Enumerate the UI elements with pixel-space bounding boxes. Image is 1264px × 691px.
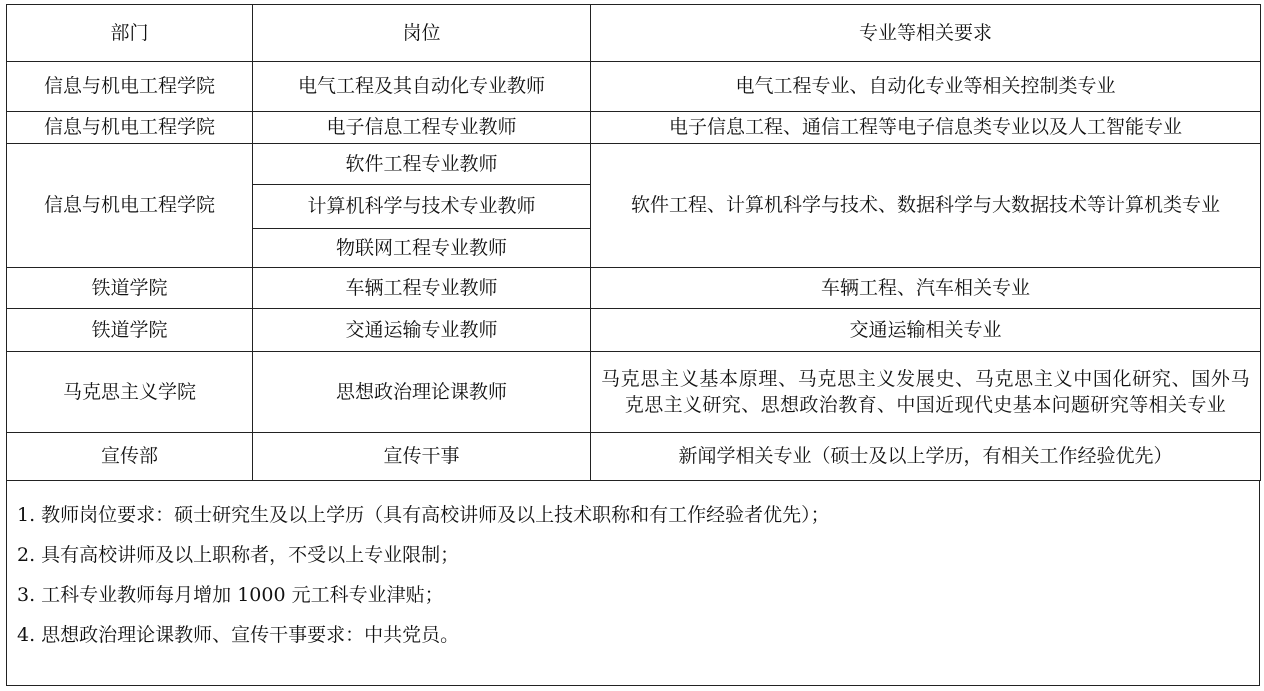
dept-cell: 信息与机电工程学院 bbox=[7, 112, 253, 144]
requirement-cell: 软件工程、计算机科学与技术、数据科学与大数据技术等计算机类专业 bbox=[591, 144, 1261, 268]
table-row bbox=[7, 309, 1261, 352]
dept-cell: 铁道学院 bbox=[7, 309, 253, 352]
note-item: 3. 工科专业教师每月增加 1000 元工科专业津贴； bbox=[17, 584, 444, 606]
post-cell: 物联网工程专业教师 bbox=[253, 229, 591, 268]
header-requirement: 专业等相关要求 bbox=[591, 5, 1261, 62]
post-cell: 宣传干事 bbox=[253, 433, 591, 481]
table-row bbox=[7, 62, 1261, 112]
dept-cell: 铁道学院 bbox=[7, 268, 253, 309]
header-row bbox=[7, 5, 1261, 62]
requirement-cell: 电气工程专业、自动化专业等相关控制类专业 bbox=[591, 62, 1261, 112]
dept-cell: 信息与机电工程学院 bbox=[7, 62, 253, 112]
post-cell: 计算机科学与技术专业教师 bbox=[253, 185, 591, 229]
dept-cell: 宣传部 bbox=[7, 433, 253, 481]
table-row bbox=[7, 144, 1261, 185]
note-item: 1. 教师岗位要求：硕士研究生及以上学历（具有高校讲师及以上技术职称和有工作经验者优先）； bbox=[17, 504, 830, 526]
post-cell: 电气工程及其自动化专业教师 bbox=[253, 62, 591, 112]
notes-box bbox=[6, 481, 1260, 686]
recruitment-sheet bbox=[6, 4, 1260, 686]
header-dept: 部门 bbox=[7, 5, 253, 62]
post-cell: 软件工程专业教师 bbox=[253, 144, 591, 185]
recruitment-table bbox=[6, 4, 1261, 481]
table-row bbox=[7, 268, 1261, 309]
post-cell: 电子信息工程专业教师 bbox=[253, 112, 591, 144]
requirement-cell: 马克思主义基本原理、马克思主义发展史、马克思主义中国化研究、国外马克思主义研究、思想政治教育、中国近现代史基本问题研究等相关专业 bbox=[591, 352, 1261, 433]
requirement-cell: 交通运输相关专业 bbox=[591, 309, 1261, 352]
note-item: 4. 思想政治理论课教师、宣传干事要求：中共党员。 bbox=[17, 624, 460, 646]
post-cell: 交通运输专业教师 bbox=[253, 309, 591, 352]
note-item: 2. 具有高校讲师及以上职称者，不受以上专业限制； bbox=[17, 544, 460, 566]
table-row bbox=[7, 433, 1261, 481]
post-cell: 思想政治理论课教师 bbox=[253, 352, 591, 433]
header-post: 岗位 bbox=[253, 5, 591, 62]
dept-cell: 信息与机电工程学院 bbox=[7, 144, 253, 268]
requirement-cell: 电子信息工程、通信工程等电子信息类专业以及人工智能专业 bbox=[591, 112, 1261, 144]
requirement-cell: 新闻学相关专业（硕士及以上学历，有相关工作经验优先） bbox=[591, 433, 1261, 481]
requirement-cell: 车辆工程、汽车相关专业 bbox=[591, 268, 1261, 309]
table-row bbox=[7, 352, 1261, 433]
post-cell: 车辆工程专业教师 bbox=[253, 268, 591, 309]
dept-cell: 马克思主义学院 bbox=[7, 352, 253, 433]
table-row bbox=[7, 112, 1261, 144]
